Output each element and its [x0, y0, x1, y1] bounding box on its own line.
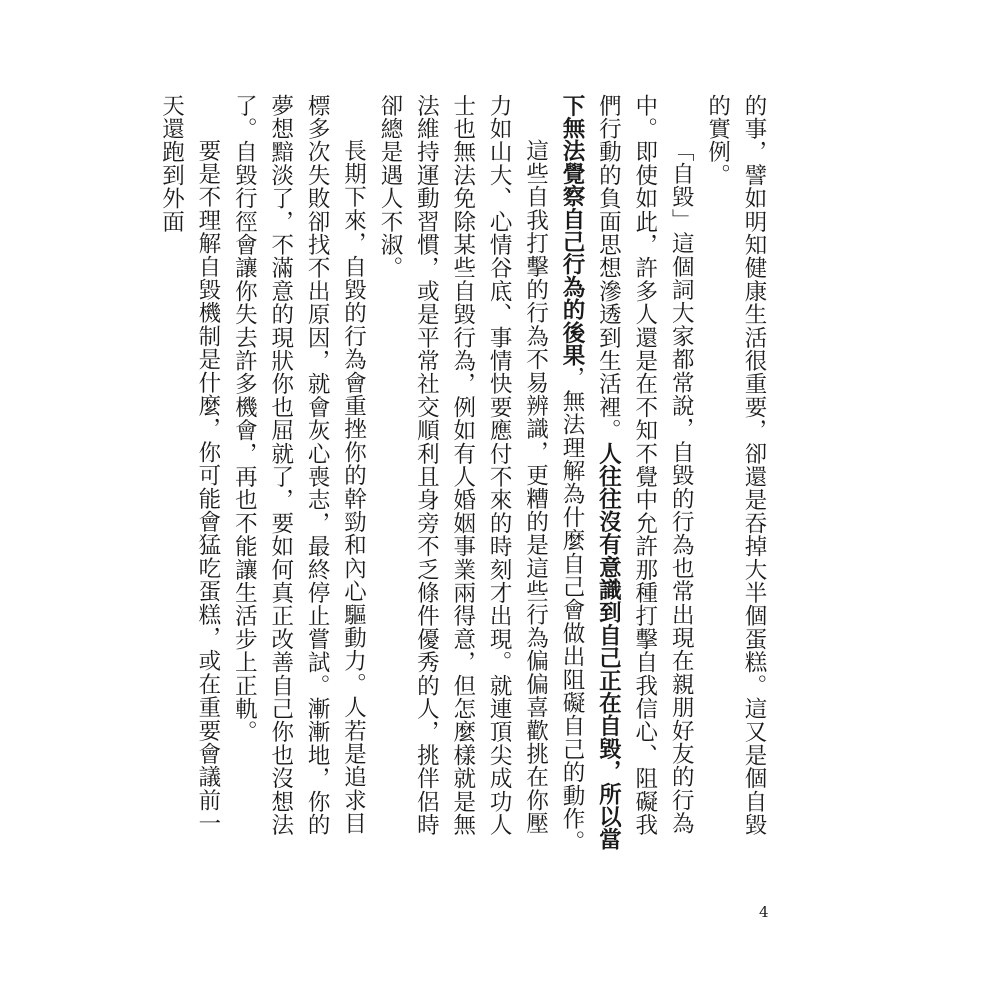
- paragraph-4: [226, 94, 372, 854]
- paragraph-text: 長期下來，自毀的行為會重挫你的幹勁和內心驅動力。人若是追求目標多次失敗卻找不出原因，就會灰心喪志，最終停止嘗試。漸漸地，你的夢想黯淡了，不滿意的現狀你也屈就了，要如何真正改善自己你也沒想法了。自毀行徑會讓你失去許多機會，再也不能讓生活步上正軌。: [231, 94, 367, 837]
- bold-emphasis-text: 人往往沒有意識到自己正在自毀，所以當下無法覺察自己行為的後果: [558, 94, 622, 851]
- paragraph-text: 這些自我打擊的行為不易辨識，更糟的是這些行為偏偏喜歡挑在你壓力如山大、心情谷底、事情快要應付不來的時刻才出現。就連頂尖成功人士也無法免除某些自毀行為，例如有人婚姻事業兩得意，但怎麼樣就是無法維持運動習慣，或是平常社交順利且身旁不乏條件優秀的人，挑伴侶時卻總是遇人不淑。: [376, 94, 549, 837]
- vertical-text-body: [153, 94, 772, 854]
- paragraph-5: [153, 94, 226, 854]
- paragraph-3: [372, 94, 554, 854]
- paragraph-text: 的事，譬如明知健康生活很重要，卻還是吞掉大半個蛋糕。這又是個自毀的實例。: [704, 94, 767, 837]
- paragraph-text: 要是不理解自毀機制是什麼，你可能會猛吃蛋糕，或在重要會議前一天還跑到外面: [158, 94, 221, 835]
- paragraph-text: ，無法理解為什麼自己會做出阻礙自己的動作。: [558, 366, 585, 854]
- page-number: 4: [759, 903, 769, 921]
- paragraph-1: [699, 94, 772, 854]
- paragraph-2: [554, 94, 700, 854]
- paragraph-text: 「自毀」這個詞大家都常說，自毀的行為也常出現在親朋好友的行為中。即使如此，許多人還是在不知不覺中允許那種打擊自我信心、阻礙我們行動的負面思想滲透到生活裡。: [595, 94, 695, 837]
